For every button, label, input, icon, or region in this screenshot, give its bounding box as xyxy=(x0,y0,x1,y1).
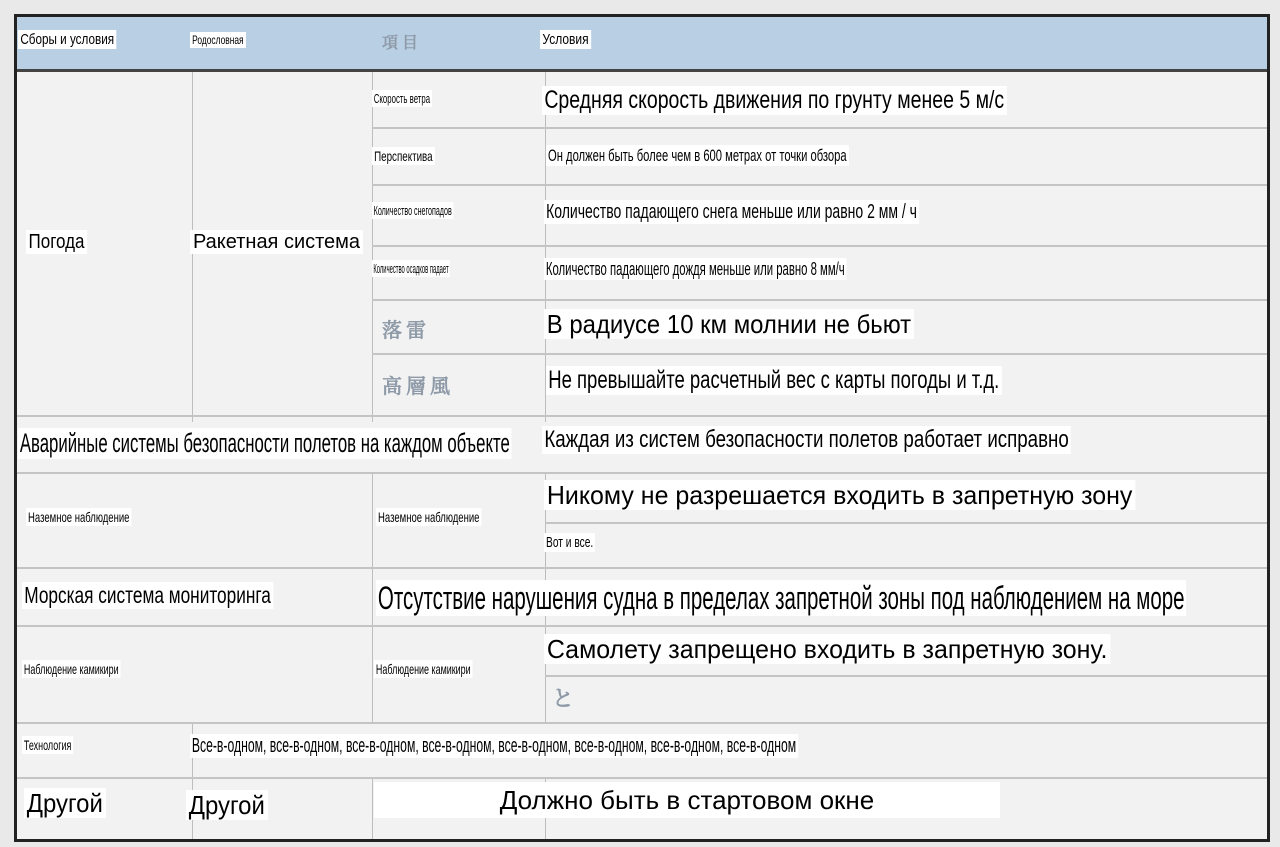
condition-rainfall: Количество падающего дождя меньше или равно 8 мм/ч xyxy=(545,259,845,279)
header-col-conditions: Условия xyxy=(540,30,591,49)
grid-line xyxy=(17,722,1270,724)
item-visibility: Перспектива xyxy=(372,147,435,165)
grid-line xyxy=(17,625,1270,627)
category-weather: Погода xyxy=(26,230,87,254)
condition-visibility: Он должен быть более чем в 600 метрах от точки обзора xyxy=(547,146,847,165)
item-lightning: 落雷 xyxy=(382,320,430,342)
category-ground-observation: Наземное наблюдение xyxy=(26,508,132,526)
grid-line xyxy=(372,299,1270,301)
grid-line xyxy=(17,472,1270,474)
safety-systems-label: Аварийные системы безопасности полетов на каждом объекте xyxy=(19,428,510,458)
item-kamikiri: Наблюдение камикири xyxy=(375,661,471,677)
grid-line xyxy=(545,675,1270,677)
header-col-collection: Сборы и условия xyxy=(18,30,116,49)
system-other: Другой xyxy=(186,790,268,820)
grid-line xyxy=(17,567,1270,569)
condition-upper-wind: Не превышайте расчетный вес с карты погоды и т.д. xyxy=(546,366,1002,395)
condition-wind-speed: Средняя скорость движения по грунту менее 5 м/с xyxy=(542,86,1007,115)
note-ground-observation: Вот и все. xyxy=(544,533,595,552)
note-kamikiri: と xyxy=(552,686,579,711)
category-technology: Технология xyxy=(23,737,72,753)
category-other: Другой xyxy=(24,788,106,818)
condition-technology: Все-в-одном, все-в-одном, все-в-одном, все-в-одном, все-в-одном, все-в-одном, все-в-одном, все-в-одном xyxy=(191,735,797,757)
grid-line xyxy=(17,777,1270,779)
condition-other: Должно быть в стартовом окне xyxy=(374,782,1000,818)
grid-line xyxy=(372,777,373,842)
item-ground-observation: Наземное наблюдение xyxy=(376,508,482,526)
grid-line xyxy=(372,472,373,722)
item-snowfall: Количество снегопадов xyxy=(373,203,452,218)
safety-systems-condition: Каждая из систем безопасности полетов работает исправно xyxy=(542,426,1071,454)
grid-line xyxy=(372,353,1270,355)
condition-marine-monitoring: Отсутствие нарушения судна в пределах запретной зоны под наблюдением на море xyxy=(377,580,1185,616)
grid-line xyxy=(372,72,373,422)
condition-lightning: В радиусе 10 км молнии не бьют xyxy=(544,309,914,339)
grid-line xyxy=(372,245,1270,247)
item-upper-wind: 高層風 xyxy=(382,376,454,398)
grid-line xyxy=(372,127,1270,129)
condition-ground-observation: Никому не разрешается входить в запретную зону xyxy=(544,480,1135,510)
item-wind-speed: Скорость ветра xyxy=(373,91,431,106)
category-kamikiri: Наблюдение камикири xyxy=(23,661,119,677)
condition-kamikiri: Самолету запрещено входить в запретную зону. xyxy=(544,634,1110,664)
header-col-lineage: Родословная xyxy=(190,32,246,48)
condition-snowfall: Количество падающего снега меньше или равно 2 мм / ч xyxy=(544,200,919,224)
system-rocket: Ракетная система xyxy=(190,230,363,254)
grid-line xyxy=(545,522,1270,524)
grid-line xyxy=(372,184,1270,186)
grid-line xyxy=(17,415,1270,417)
category-marine-monitoring: Морская система мониторинга xyxy=(22,582,273,609)
header-col-item: 項目 xyxy=(382,35,423,52)
item-rainfall: Количество осадков падает xyxy=(373,261,449,276)
